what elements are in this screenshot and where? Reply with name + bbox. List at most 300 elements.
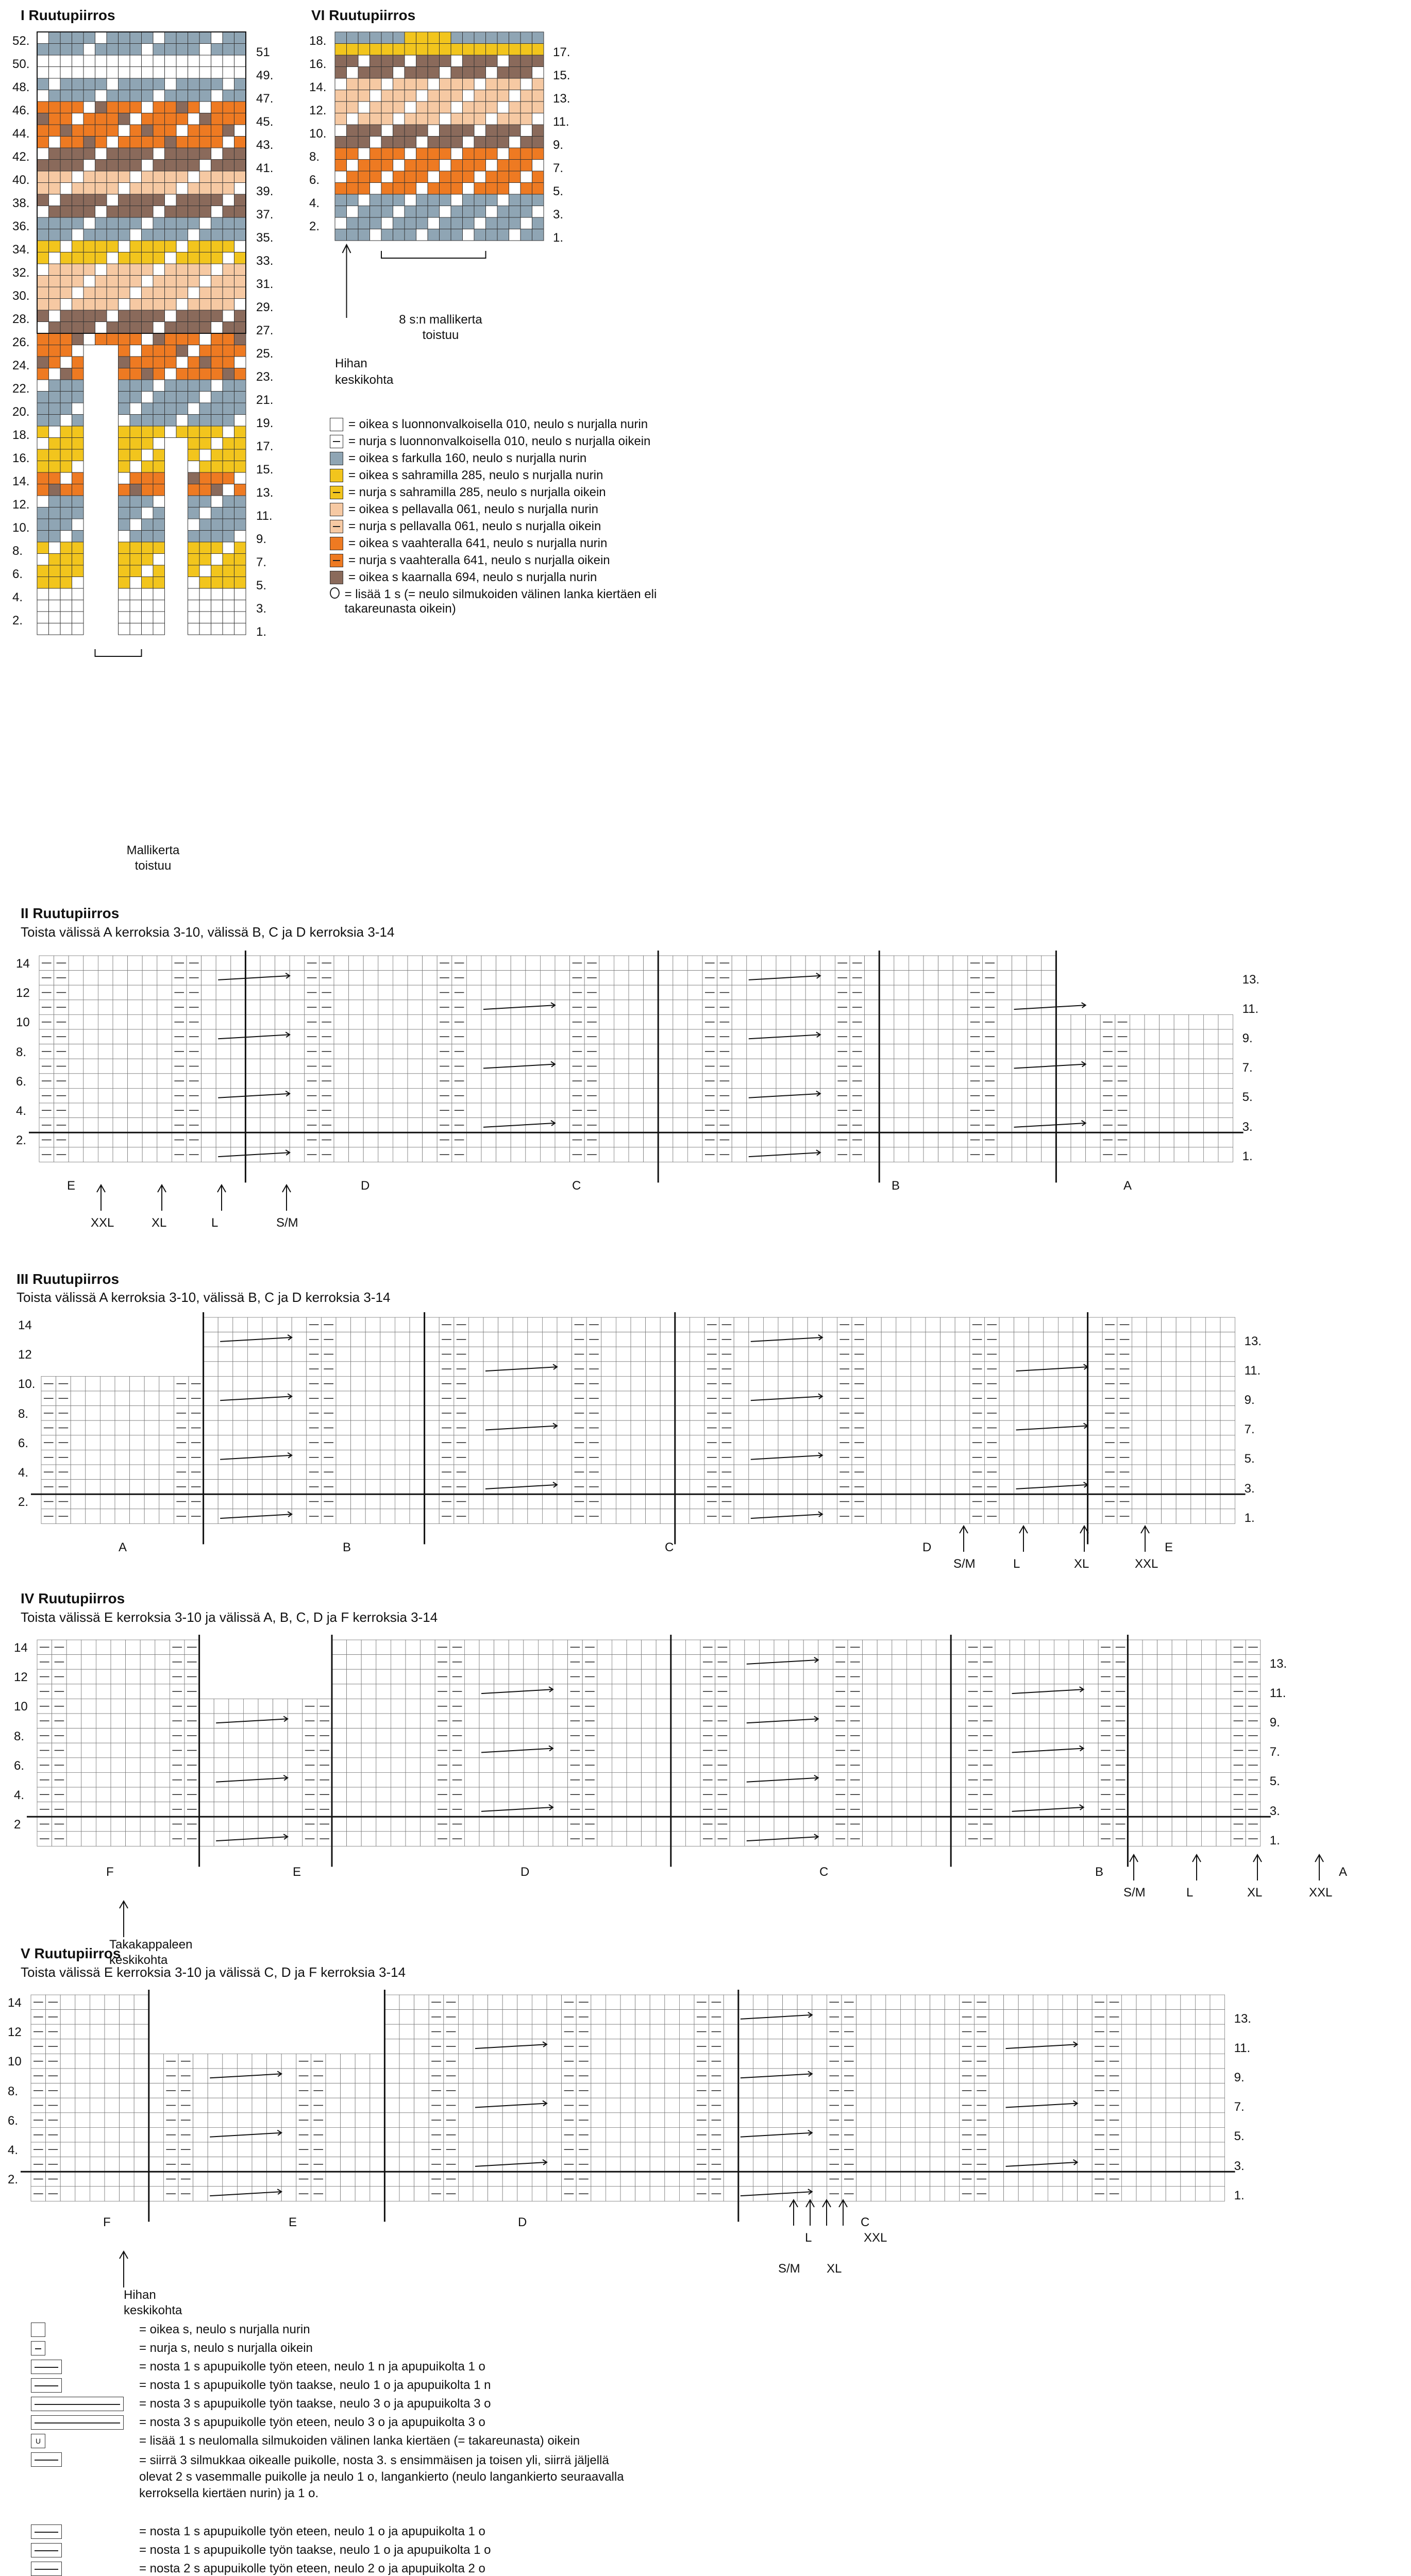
chart4-cell <box>1143 1640 1157 1655</box>
chart2-cell <box>378 1132 393 1147</box>
chart2-cell <box>629 1000 644 1015</box>
chart4-cell <box>612 1684 627 1699</box>
chart3-cell <box>483 1391 498 1406</box>
chart4-cell <box>111 1787 126 1802</box>
chart3-cell <box>808 1317 822 1332</box>
chart2-cell <box>1042 1088 1056 1103</box>
chart4-cell <box>759 1772 774 1787</box>
chart6-cell <box>370 229 382 241</box>
chart3-cell <box>1205 1435 1220 1450</box>
chart1-cell <box>153 357 165 368</box>
chart2-cell <box>113 985 128 1000</box>
chart1-cell <box>211 44 223 56</box>
chart4-cell <box>597 1758 612 1773</box>
chart3-cell <box>159 1376 174 1391</box>
chart4-cell <box>361 1787 376 1802</box>
chart2-cell <box>216 1118 231 1133</box>
chart1-cell <box>37 229 49 241</box>
chart4-cell <box>892 1655 907 1670</box>
chart2-cell <box>142 1059 157 1074</box>
chart1-cell <box>119 90 130 102</box>
chart4-cell <box>1054 1772 1069 1787</box>
chart1-cell <box>72 32 84 44</box>
chart3-cell <box>204 1391 219 1406</box>
chart1-cell <box>83 241 95 252</box>
chart3-cell <box>646 1362 661 1377</box>
chart1-cell <box>49 531 61 543</box>
chart2-cell <box>69 1059 83 1074</box>
chart4-cell <box>553 1669 568 1684</box>
chart2-cell <box>673 1103 688 1118</box>
chart1-cell <box>153 484 165 496</box>
chart4-cell <box>671 1743 686 1758</box>
chart3-cell <box>940 1317 955 1332</box>
chart1-cell <box>188 310 200 322</box>
chart3-cell <box>483 1332 498 1347</box>
chart3-cell <box>292 1465 307 1480</box>
chart3-cell <box>1058 1450 1073 1465</box>
chart3-cell <box>1191 1435 1206 1450</box>
chart6-cell <box>451 148 463 160</box>
chart6-cell <box>486 125 498 137</box>
chart1-cell <box>72 287 84 299</box>
chart4-cell <box>612 1640 627 1655</box>
chart1-cell <box>49 472 61 484</box>
chart2-cell <box>1130 1088 1145 1103</box>
chart2-cell <box>1160 1014 1174 1029</box>
chart4-cell <box>1010 1817 1025 1832</box>
chart1-cell <box>107 90 119 102</box>
chart2-cell <box>363 1029 378 1044</box>
chart3-cell <box>86 1435 100 1450</box>
chart4-cell <box>906 1787 921 1802</box>
chart1-cell <box>165 113 177 125</box>
chart6-cell <box>440 90 451 102</box>
chart4-cell <box>66 1817 81 1832</box>
chart2-cell <box>805 956 820 971</box>
chart1-cell <box>223 276 234 287</box>
chart2-cell <box>69 1118 83 1133</box>
chart4-cell <box>140 1832 155 1846</box>
chart4-cell <box>140 1684 155 1699</box>
chart2-cell <box>1218 1132 1233 1147</box>
chart1-cell <box>142 345 154 357</box>
chart1-cell <box>165 252 177 264</box>
chart6-cell <box>381 217 393 229</box>
chart2-cell <box>599 1044 614 1059</box>
chart1-cell <box>188 484 200 496</box>
chart3-cell <box>218 1391 233 1406</box>
chart1-cell <box>211 78 223 90</box>
chart3-cell <box>1132 1362 1147 1377</box>
chart2-cell <box>644 1147 659 1162</box>
chart1-cell <box>37 415 49 427</box>
chart1-cell <box>153 507 165 519</box>
chart3-cell <box>218 1450 233 1465</box>
chart2-cell <box>776 1118 791 1133</box>
chart6-cell <box>486 32 498 44</box>
chart6-cell <box>370 32 382 44</box>
chart2-cell <box>334 1088 349 1103</box>
chart2-cell <box>511 1103 526 1118</box>
chart2-cell <box>747 985 762 1000</box>
chart4-cell <box>936 1758 951 1773</box>
chart2-cell <box>481 1088 496 1103</box>
chart1-cell <box>234 600 246 612</box>
chart3-cell <box>247 1376 262 1391</box>
chart6-cell <box>520 78 532 90</box>
chart2-cell <box>791 956 806 971</box>
chart3-cell <box>690 1480 704 1495</box>
chart3-cell <box>513 1391 528 1406</box>
chart6-cell <box>440 125 451 137</box>
chart4-cell <box>1084 1655 1099 1670</box>
chart2-cell <box>938 1147 953 1162</box>
chart1-cell <box>142 67 154 79</box>
chart6-cell <box>381 55 393 67</box>
chart4-cell <box>1157 1787 1172 1802</box>
chart2-cell <box>275 1118 290 1133</box>
chart3-cell <box>749 1317 764 1332</box>
chart2-cell <box>732 1000 747 1015</box>
chart3-cell <box>646 1332 661 1347</box>
chart2-cell <box>761 1044 776 1059</box>
chart2-cell <box>526 1029 541 1044</box>
chart6-cell <box>463 217 475 229</box>
chart2-cell <box>496 1074 511 1089</box>
chart1-cell <box>142 415 154 427</box>
chart2-cell <box>1203 1147 1218 1162</box>
chart6-cell <box>509 160 521 172</box>
chart2-cell <box>1189 1029 1204 1044</box>
chart2-cell <box>776 1059 791 1074</box>
chart4-cell <box>140 1699 155 1714</box>
chart3-cell <box>528 1465 543 1480</box>
chart3-cell <box>100 1494 115 1509</box>
chart3-cell <box>351 1406 366 1421</box>
chart3-cell <box>1191 1332 1206 1347</box>
chart1-cell <box>223 67 234 79</box>
chart4-cell <box>863 1699 878 1714</box>
chart1-cell <box>119 32 130 44</box>
chart6-cell <box>451 44 463 56</box>
chart2-cell <box>820 1118 835 1133</box>
chart1-cell <box>72 380 84 392</box>
chart3-cell <box>130 1450 145 1465</box>
chart1-cell <box>165 194 177 206</box>
chart3-cell <box>1088 1376 1103 1391</box>
chart6-cell <box>405 160 416 172</box>
chart3-cell <box>159 1406 174 1421</box>
chart4-cell <box>1157 1714 1172 1728</box>
chart2-cell <box>658 1088 673 1103</box>
chart6-cell <box>393 44 405 56</box>
chart1-cell <box>130 392 142 403</box>
chart4-cell <box>332 1832 347 1846</box>
chart2-cell <box>511 1029 526 1044</box>
chart1-cell <box>83 183 95 195</box>
chart4-cell <box>509 1832 524 1846</box>
chart4-cell <box>494 1772 509 1787</box>
chart1-cell <box>142 531 154 543</box>
chart1-cell <box>60 496 72 507</box>
chart3-cell <box>262 1317 277 1332</box>
chart3-cell <box>1014 1332 1029 1347</box>
chart6-cell <box>463 113 475 125</box>
chart3-cell <box>336 1391 351 1406</box>
chart1-cell <box>176 322 188 334</box>
chart4-cell <box>656 1728 671 1743</box>
chart4-cell <box>96 1669 111 1684</box>
chart3-cell <box>1162 1317 1177 1332</box>
chart1-cell <box>72 206 84 218</box>
chart3-cell <box>1205 1406 1220 1421</box>
chart4-cell <box>627 1817 642 1832</box>
chart4-cell <box>406 1640 421 1655</box>
chart2-cell <box>290 1029 305 1044</box>
chart1-cell <box>95 171 107 183</box>
chart3-cell <box>1044 1465 1059 1480</box>
chart1-cell <box>107 183 119 195</box>
chart2-cell <box>791 1014 806 1029</box>
chart3-cell <box>468 1406 483 1421</box>
chart4-cell <box>140 1655 155 1670</box>
chart3-cell <box>100 1420 115 1435</box>
chart4-cell <box>1128 1684 1143 1699</box>
chart3-cell <box>115 1465 130 1480</box>
chart2-cell <box>879 1088 894 1103</box>
chart1-cell <box>188 542 200 554</box>
chart1-cell <box>119 577 130 589</box>
chart2-cell <box>157 1014 172 1029</box>
chart6-cell <box>497 113 509 125</box>
chart4-cell <box>288 1728 303 1743</box>
chart2-cell <box>658 1132 673 1147</box>
chart2-cell <box>953 1059 968 1074</box>
chart4-cell <box>1172 1684 1187 1699</box>
chart1-cell <box>130 403 142 415</box>
chart1-cell <box>199 78 211 90</box>
chart1-cell <box>234 67 246 79</box>
chart2-cell <box>378 1088 393 1103</box>
chart3-cell <box>1029 1347 1044 1362</box>
chart4-cell <box>995 1640 1010 1655</box>
chart2-cell <box>466 1118 481 1133</box>
chart4-cell <box>730 1684 745 1699</box>
chart3-cell <box>763 1420 778 1435</box>
chart4-cell <box>877 1714 892 1728</box>
chart3-cell <box>778 1406 793 1421</box>
chart3-cell <box>130 1480 145 1495</box>
chart3-cell <box>410 1480 425 1495</box>
chart2-cell <box>879 971 894 986</box>
chart3-cell <box>395 1480 410 1495</box>
chart2-cell <box>408 1088 423 1103</box>
chart4-cell <box>376 1655 391 1670</box>
chart2-cell <box>540 1044 555 1059</box>
chart4-cell <box>627 1787 642 1802</box>
chart1-cell <box>60 577 72 589</box>
chart2-cell <box>393 1132 408 1147</box>
chart1-cell <box>37 565 49 577</box>
chart6-cell <box>509 206 521 218</box>
chart2-cell <box>629 1029 644 1044</box>
chart4-cell <box>1024 1787 1039 1802</box>
chart1-cell <box>176 171 188 183</box>
chart3-cell <box>1176 1435 1191 1450</box>
chart1-cell <box>165 380 177 392</box>
chart4-cell <box>111 1832 126 1846</box>
chart1-cell <box>223 44 234 56</box>
chart3-cell <box>380 1347 395 1362</box>
chart3-cell <box>528 1450 543 1465</box>
chart4-cell <box>642 1817 657 1832</box>
chart3-cell <box>675 1317 690 1332</box>
chart1-cell <box>211 449 223 461</box>
chart1-cell <box>199 113 211 125</box>
chart3-cell <box>631 1450 646 1465</box>
chart6-cell <box>358 67 370 79</box>
chart1-cell <box>83 67 95 79</box>
chart3-cell <box>734 1347 749 1362</box>
chart3-cell <box>822 1406 837 1421</box>
chart3-cell <box>631 1362 646 1377</box>
chart6-cell <box>463 160 475 172</box>
chart4-cell <box>921 1640 936 1655</box>
chart1-cell <box>72 392 84 403</box>
chart6-cell <box>358 32 370 44</box>
chart1-cell <box>130 90 142 102</box>
chart2-cell <box>1071 1029 1086 1044</box>
chart3-cell <box>601 1494 616 1509</box>
chart3-cell <box>100 1406 115 1421</box>
chart2-cell <box>894 1029 909 1044</box>
chart6-cell <box>520 67 532 79</box>
chart3-cell <box>955 1420 970 1435</box>
chart3-cell <box>926 1494 940 1509</box>
chart2-cell <box>1218 1044 1233 1059</box>
chart1-cell <box>37 206 49 218</box>
chart2-cell <box>1203 1014 1218 1029</box>
chart6-cell <box>347 183 359 195</box>
chart2-cell <box>1160 1029 1174 1044</box>
chart1-cell <box>223 542 234 554</box>
chart4-cell <box>1069 1640 1084 1655</box>
chart4-cell <box>376 1714 391 1728</box>
chart3-cell <box>218 1509 233 1524</box>
chart3-cell <box>1176 1406 1191 1421</box>
chart3-cell <box>86 1465 100 1480</box>
chart1-cell <box>119 229 130 241</box>
chart6-cell <box>335 44 347 56</box>
chart2-cell <box>894 1147 909 1162</box>
chart2-cell <box>761 1000 776 1015</box>
chart1-cell <box>130 496 142 507</box>
chart1-cell <box>234 368 246 380</box>
chart4-cell <box>1024 1655 1039 1670</box>
chart6-cell <box>393 206 405 218</box>
chart4-cell <box>1024 1684 1039 1699</box>
chart6-cell <box>381 44 393 56</box>
chart2-cell <box>98 1103 113 1118</box>
chart4-cell <box>685 1758 700 1773</box>
chart3-cell <box>557 1480 572 1495</box>
chart4-cell <box>332 1758 347 1773</box>
chart2-cell <box>732 1029 747 1044</box>
chart4-cell <box>361 1714 376 1728</box>
chart1-cell <box>176 206 188 218</box>
chart1-cell <box>223 78 234 90</box>
chart4-cell <box>1039 1728 1054 1743</box>
chart3-cell <box>130 1465 145 1480</box>
chart4-cell <box>1084 1669 1099 1684</box>
chart4-cell <box>892 1817 907 1832</box>
chart6-cell <box>428 160 440 172</box>
chart3-cell <box>100 1435 115 1450</box>
chart6-cell <box>370 194 382 206</box>
chart1-cell <box>153 380 165 392</box>
chart1-cell <box>72 183 84 195</box>
chart4-cell <box>1201 1728 1216 1743</box>
chart4-cell <box>214 1787 229 1802</box>
chart2-cell <box>393 1074 408 1089</box>
chart1-cell <box>234 252 246 264</box>
chart3-cell <box>410 1435 425 1450</box>
chart4-cell <box>347 1743 362 1758</box>
chart1-cell <box>119 612 130 623</box>
chart3-cell <box>660 1391 675 1406</box>
chart1-cell <box>49 438 61 450</box>
chart4-cell <box>155 1817 170 1832</box>
chart2-cell <box>1218 1103 1233 1118</box>
chart2-cell <box>113 971 128 986</box>
chart1-cell <box>165 276 177 287</box>
chart2-cell <box>245 1074 260 1089</box>
chart4-cell <box>906 1772 921 1787</box>
chart3-cell <box>351 1509 366 1524</box>
chart2-cell <box>938 1044 953 1059</box>
chart1-cell <box>153 449 165 461</box>
chart3-cell <box>911 1450 926 1465</box>
chart4-cell <box>524 1787 539 1802</box>
chart3-cell <box>631 1494 646 1509</box>
chart4-cell <box>538 1714 553 1728</box>
chart2-cell <box>157 985 172 1000</box>
chart1-cell <box>188 496 200 507</box>
chart3-cell <box>1220 1480 1235 1495</box>
chart2-cell <box>555 1000 570 1015</box>
chart1-cell <box>142 438 154 450</box>
chart4-cell <box>612 1772 627 1787</box>
chart4-cell <box>376 1802 391 1817</box>
chart1-cell <box>223 357 234 368</box>
chart4-cell <box>66 1787 81 1802</box>
chart1-cell <box>142 449 154 461</box>
chart3-cell <box>734 1450 749 1465</box>
chart1-cell <box>223 484 234 496</box>
chart3-cell <box>100 1391 115 1406</box>
chart1-cell <box>199 461 211 473</box>
chart2-cell <box>363 1059 378 1074</box>
chart2-cell <box>894 1059 909 1074</box>
chart3-cell <box>513 1347 528 1362</box>
chart3-cell <box>336 1332 351 1347</box>
chart6-cell <box>335 137 347 148</box>
chart6-cell <box>347 67 359 79</box>
chart4-cell <box>1069 1758 1084 1773</box>
chart1-cell <box>49 600 61 612</box>
chart1-cell <box>199 600 211 612</box>
